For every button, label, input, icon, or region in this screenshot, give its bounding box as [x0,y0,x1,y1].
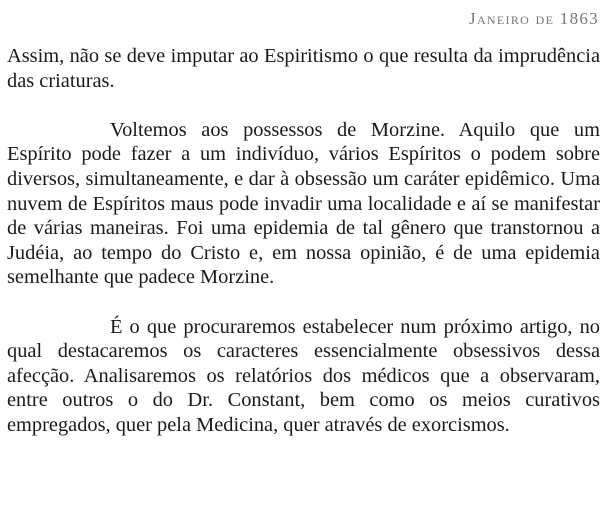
paragraph: É o que procuraremos estabelecer num próximo artigo, no qual destacaremos os caracteres essencialmente obsessivos dessa afecção. Analisaremos os relatórios dos médicos que a observaram, entre outros o do Dr. Constant, bem como os meios curativos empregados, quer pela Medicina, quer através de exorcismos. [7,315,600,436]
running-header: Janeiro de 1863 [469,9,599,28]
body-text [7,44,600,462]
paragraph: Voltemos aos possessos de Morzine. Aquilo que um Espírito pode fazer a um indivíduo, vários Espíritos o podem sobre diversos, simultaneamente, e dar à obsessão um caráter epidêmico. Uma nuvem de Espíritos maus pode invadir uma localidade e aí se manifestar de várias maneiras. Foi uma epidemia de tal gênero que transtornou a Judéia, ao tempo do Cristo e, em nossa opinião, é de uma epidemia semelhante que padece Morzine. [7,118,600,289]
paragraph: Assim, não se deve imputar ao Espiritismo o que resulta da imprudência das criaturas. [7,45,600,92]
